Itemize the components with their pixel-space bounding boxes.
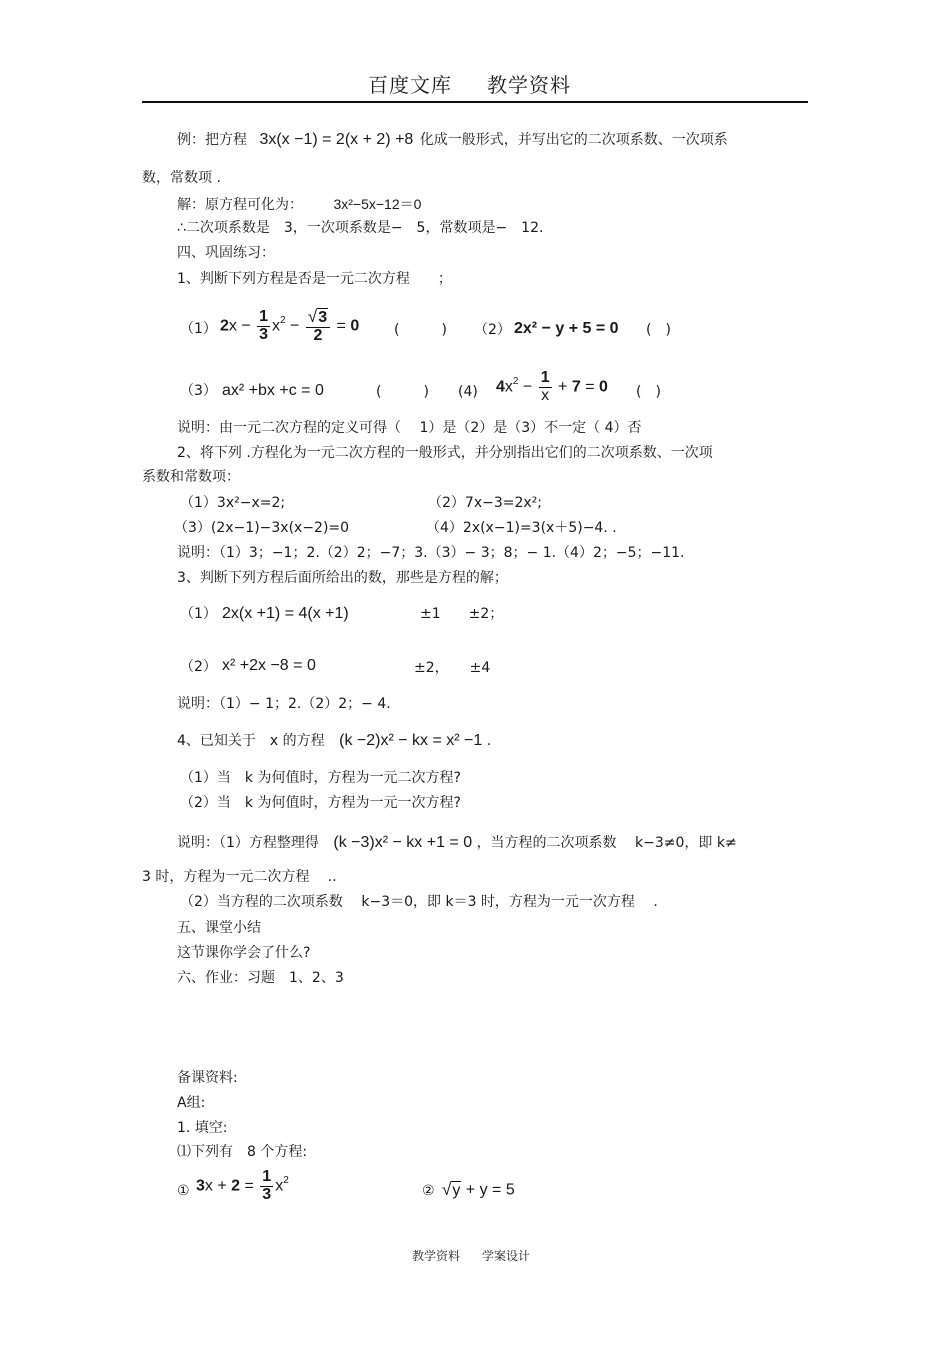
q2-item-4: （4）2x(x−1)=3(x＋5)−4. . [426, 520, 617, 536]
note-4-continuation: 3 时，方程为一元二次方程 .. [142, 869, 337, 885]
solution-equation: 3x²−5x−12＝0 [333, 196, 422, 212]
q3-item-1-equation: 2x(x +1) = 4(x +1) [222, 605, 349, 622]
q3-item-1-tag: （1） [180, 606, 217, 622]
q1-item-2-equation: 2x² − y + 5 = 0 [514, 320, 619, 337]
example-equation: 3x(x −1) = 2(x + 2) +8 [259, 131, 414, 148]
fill-item-1: ⑴下列有 8 个方程: [177, 1144, 308, 1160]
header-rule [142, 101, 808, 103]
sqrt-icon: √y [442, 1180, 461, 1199]
example-line [177, 131, 728, 149]
q1-item-2-blank: ( ) [646, 322, 671, 338]
fraction-root3-over-2: $\frac{√3}{2}$ [306, 308, 330, 345]
question-4-line [177, 732, 491, 750]
example-prefix: 例：把方程 [177, 132, 247, 148]
choice-1-tag: ① [177, 1183, 190, 1199]
choice-2-tag: ② [422, 1183, 435, 1199]
footer-left: 教学资料 [412, 1249, 461, 1263]
q3-item-2-values: ±2， ±4 [414, 660, 491, 676]
q2-item-2: （2）7x−3=2x²; [428, 495, 542, 511]
q4-part-2: （2）当 k 为何值时，方程为一元一次方程? [180, 795, 461, 811]
question-2: 2、将下列 .方程化为一元二次方程的一般形式，并分别指出它们的二次项系数、一次项 [177, 445, 713, 461]
fraction-one-over-x: $\frac{1}{x}$ [540, 369, 550, 404]
q1-item-3-blank: ( ) [376, 384, 429, 400]
note-4-suffix: ，当方程的二次项系数 k−3≠0，即 k≠ [476, 835, 737, 851]
note-4-part-2: （2）当方程的二次项系数 k−3＝0，即 k＝3 时，方程为一元一次方程 . [180, 894, 658, 910]
q1-item-4-equation: $4x^2$ − $\frac{1}{x}$ + 7 = 0 [496, 369, 608, 404]
choice-1-equation: 3x + 2 = $\frac{1}{3}$ $x^2$ [196, 1168, 289, 1203]
q2-item-1: （1）3x²−x=2; [180, 495, 286, 511]
note-2: 说明：（1）3；−1；2.（2）2；−7；3.（3）− 3；8；− 1.（4）2；−5；−11. [177, 545, 685, 561]
q3-item-2-tag: （2） [180, 659, 217, 675]
q1-item-4-tag: (4) [458, 384, 478, 400]
example-continuation: 数，常数项 . [142, 170, 221, 186]
q1-item-2-tag: （2） [474, 322, 511, 338]
choice-2-equation-tail: + y = 5 [465, 1181, 515, 1199]
q1-item-1-equation: 2x − $\frac{1}{3}$ $x^2$ − $\frac{√3}{2}$ = 0 [220, 307, 360, 344]
fraction-one-third: $\frac{1}{3}$ [259, 308, 269, 343]
question-4-suffix: . [486, 733, 492, 749]
q1-item-1-blank: ( ) [394, 322, 447, 338]
question-3: 3、判断下列方程后面所给出的数，那些是方程的解； [177, 570, 508, 586]
footer-right: 学案设计 [482, 1249, 531, 1263]
section-5-heading: 五、课堂小结 [177, 920, 261, 936]
question-4-prefix: 4、已知关于 x 的方程 [177, 733, 325, 749]
note-4-equation: (k −3)x² − kx +1 = 0 [333, 834, 473, 851]
q1-item-1-tag: （1） [180, 321, 217, 337]
header-left: 百度文库 [368, 73, 452, 97]
section-6-heading: 六、作业：习题 1、2、3 [177, 970, 344, 986]
question-4-equation: (k −2)x² − kx = x² −1 [339, 732, 483, 749]
q2-item-3: （3）(2x−1)−3x(x−2)=0 [174, 520, 350, 536]
solution-prefix: 解：原方程可化为： [177, 197, 303, 213]
choice-2-equation [442, 1180, 515, 1200]
group-a-heading: A组: [177, 1095, 206, 1111]
prep-heading: 备课资料: [177, 1070, 238, 1086]
section-4-heading: 四、巩固练习： [177, 245, 275, 261]
q1-item-3-tag: （3） [180, 383, 217, 399]
question-1: 1、判断下列方程是否是一元二次方程 ； [177, 271, 452, 287]
q3-item-1-values: ±1 ±2； [420, 606, 504, 622]
section-5-question: 这节课你学会了什么? [177, 945, 311, 961]
note-1: 说明：由一元二次方程的定义可得（ 1）是（2）是（3）不一定（ 4）否 [177, 420, 642, 436]
q1-item-3-equation: ax² +bx +c = 0 [222, 382, 324, 399]
example-suffix: 化成一般形式，并写出它的二次项系数、一次项系 [419, 132, 728, 148]
q3-item-2-equation: x² +2x −8 = 0 [222, 657, 316, 674]
fraction-one-third-2: $\frac{1}{3}$ [262, 1168, 272, 1203]
header-right: 教学资料 [487, 73, 571, 97]
q1-item-4-blank: ( ) [636, 384, 661, 400]
solution-line [177, 196, 421, 213]
q4-part-1: （1）当 k 为何值时，方程为一元二次方程? [180, 770, 461, 786]
question-2-continuation: 系数和常数项： [142, 469, 240, 485]
note-4-line [177, 834, 737, 852]
fill-heading: 1. 填空: [177, 1120, 228, 1136]
therefore-line: ∴二次项系数是 3，一次项系数是− 5，常数项是− 12. [177, 220, 544, 236]
note-4-prefix: 说明：（1）方程整理得 [177, 835, 319, 851]
note-3: 说明：（1）− 1；2.（2）2；− 4. [177, 696, 391, 712]
sqrt-icon: √3 [307, 307, 328, 326]
